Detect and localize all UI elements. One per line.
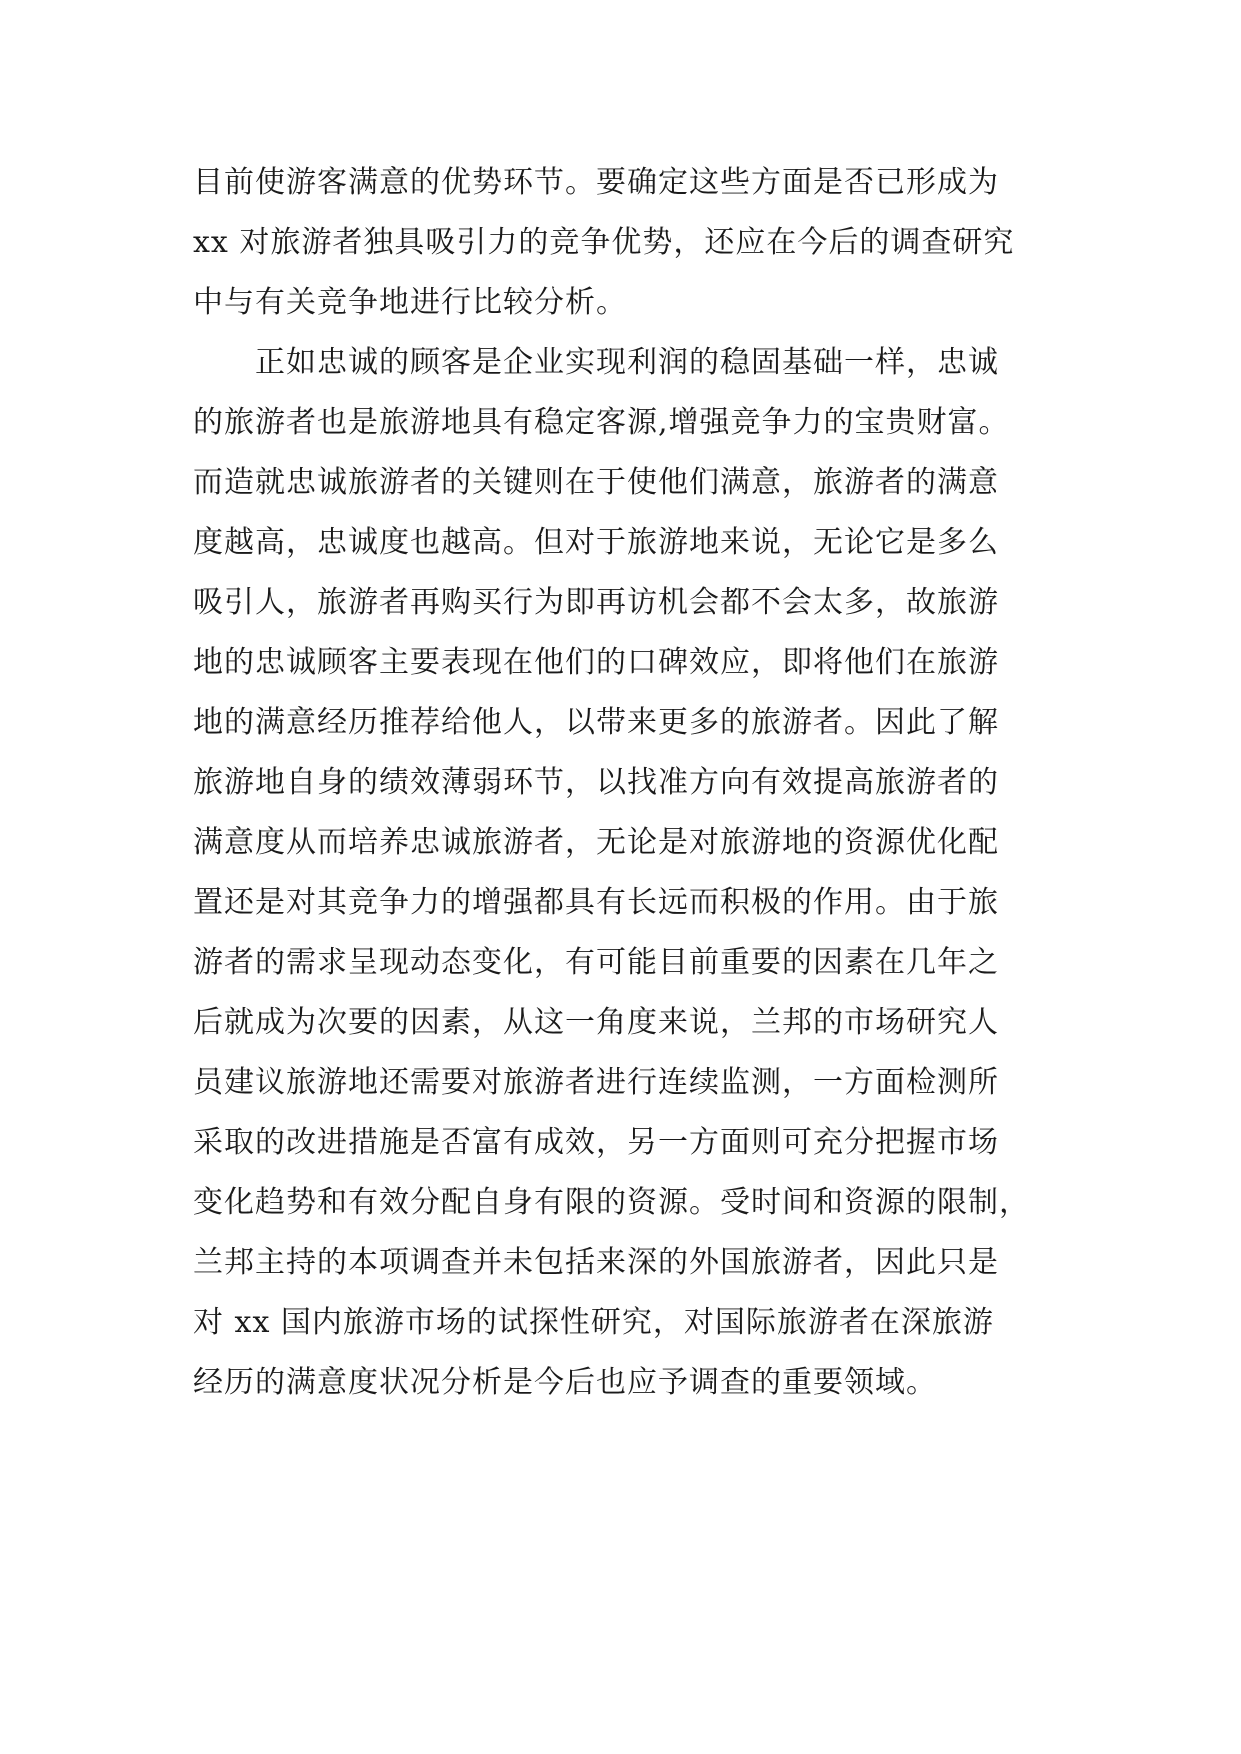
text-line: 吸引人，旅游者再购买行为即再访机会都不会太多，故旅游 xyxy=(193,585,999,620)
text-line: 变化趋势和有效分配自身有限的资源。受时间和资源的限制， xyxy=(193,1185,1030,1220)
text-line: 而造就忠诚旅游者的关键则在于使他们满意，旅游者的满意 xyxy=(193,465,999,500)
text-line: 中与有关竞争地进行比较分析。 xyxy=(193,285,627,320)
text-line: 满意度从而培养忠诚旅游者，无论是对旅游地的资源优化配 xyxy=(193,825,999,860)
text-line: 度越高，忠诚度也越高。但对于旅游地来说，无论它是多么 xyxy=(193,525,999,560)
text-line: xx 对旅游者独具吸引力的竞争优势，还应在今后的调查研究 xyxy=(193,225,1015,260)
text-line: 目前使游客满意的优势环节。要确定这些方面是否已形成为 xyxy=(193,165,999,200)
document-body xyxy=(193,153,1053,1413)
text-line: 兰邦主持的本项调查并未包括来深的外国旅游者，因此只是 xyxy=(193,1245,999,1280)
text-line: 旅游地自身的绩效薄弱环节，以找准方向有效提高旅游者的 xyxy=(193,765,999,800)
text-line: 正如忠诚的顾客是企业实现利润的稳固基础一样，忠诚 xyxy=(255,345,999,380)
text-line: 置还是对其竞争力的增强都具有长远而积极的作用。由于旅 xyxy=(193,885,999,920)
paragraph-1 xyxy=(193,153,1053,333)
text-line: 游者的需求呈现动态变化，有可能目前重要的因素在几年之 xyxy=(193,945,999,980)
text-line: 的旅游者也是旅游地具有稳定客源,增强竞争力的宝贵财富。 xyxy=(193,405,1010,440)
text-line: 采取的改进措施是否富有成效，另一方面则可充分把握市场 xyxy=(193,1125,999,1160)
text-line: 后就成为次要的因素，从这一角度来说，兰邦的市场研究人 xyxy=(193,1005,999,1040)
text-line: 地的满意经历推荐给他人，以带来更多的旅游者。因此了解 xyxy=(193,705,999,740)
text-line: 经历的满意度状况分析是今后也应予调查的重要领域。 xyxy=(193,1365,937,1400)
text-line: 地的忠诚顾客主要表现在他们的口碑效应，即将他们在旅游 xyxy=(193,645,999,680)
text-line: 员建议旅游地还需要对旅游者进行连续监测，一方面检测所 xyxy=(193,1065,999,1100)
text-line: 对 xx 国内旅游市场的试探性研究，对国际旅游者在深旅游 xyxy=(193,1305,994,1340)
paragraph-2 xyxy=(193,333,1053,1413)
